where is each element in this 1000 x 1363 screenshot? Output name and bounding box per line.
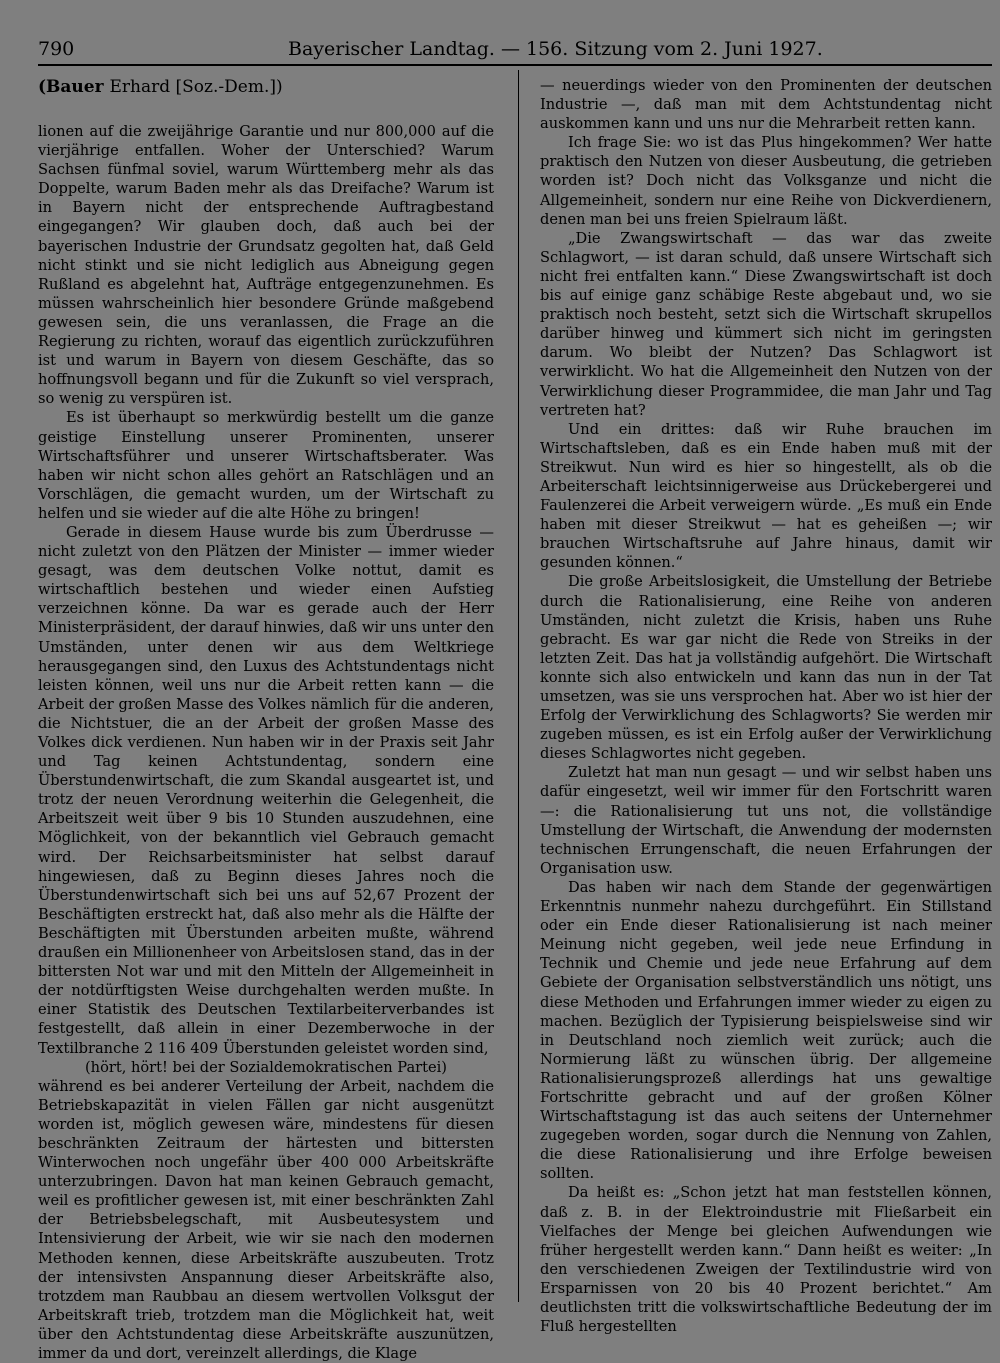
interjection: (hört, hört! bei der Sozialdemokratischen Partei) bbox=[84, 1058, 447, 1076]
left-column bbox=[38, 76, 494, 1363]
paragraph: lionen auf die zweijährige Garantie und nur 800,000 auf die vierjährige entfallen. Woher der Unterschied? Warum Sachsen fünfmal soviel, warum Württemberg mehr als das Doppelte, warum Baden mehr als das Dreifache? Warum ist in Bayern nicht der entsprechende Auftragbestand eingegangen? Wir glauben doch, daß auch bei der bayerischen Industrie der Grundsatz gegolten hat, daß Geld nicht stinkt und sie nicht lediglich aus Abneigung gegen Rußland es abgelehnt hat, Aufträge entgegenzunehmen. Es müssen wahrscheinlich hier besondere Gründe maßgebend gewesen sein, die uns veranlassen, die Frage an die Regierung zu richten, worauf das eigentlich zurückzuführen ist und warum in Bayern von diesem Geschäfte, das so hoffnungsvoll begann und für die Zukunft so viel versprach, so wenig zu verspüren ist. bbox=[38, 123, 494, 408]
right-column bbox=[540, 76, 992, 1336]
page-header bbox=[38, 32, 992, 62]
paragraph: Das haben wir nach dem Stande der gegenwärtigen Erkenntnis nunmehr nahezu durchgeführt. Ein Stillstand oder ein Ende dieser Rationalisierung ist nach meiner Meinung nicht gegeben, weil jede neue Erfindung in Technik und Chemie und jede neue Erfahrung auf dem Gebiete der Organisation selbstverständlich uns nötigt, uns diese Methoden und Erfahrungen immer wieder zu eigen zu machen. Bezüglich der Typisierung beispielsweise sind wir in Deutschland noch ziemlich weit zurück; auch die Normierung läßt zu wünschen übrig. Der allgemeine Rationalisierungsprozeß allerdings hat uns gewaltige Fortschritte gebracht und auf der großen Kölner Wirtschaftstagung ist das auch seitens der Unternehmer zugegeben worden, sogar durch die Nennung von Zahlen, die diese Rationalisierung und ihre Erfolge beweisen sollten. bbox=[540, 878, 992, 1183]
paragraph: während es bei anderer Verteilung der Arbeit, nachdem die Betriebskapazität in vielen Fällen gar nicht ausgenützt worden ist, möglich gewesen wäre, mindestens für diesen beschränkten Zeitraum der härtesten und bittersten Winterwochen noch ungefähr über 400 000 Arbeitskräfte unterzubringen. Davon hat man keinen Gebrauch gemacht, weil es profitlicher gewesen ist, mit einer beschränkten Zahl der Betriebsbelegschaft, mit Ausbeutesystem und Intensivierung der Arbeit, wie wir sie nach den modernen Methoden kennen, diese Arbeitskräfte auszubeuten. Trotz der intensivsten Anspannung dieser Arbeitskräfte also, trotzdem man Raubbau an diesem wertvollen Volksgut der Arbeitskraft trieb, trotzdem man die Möglichkeit hat, weit über den Achtstundentag diese Arbeitskräfte auszunützen, immer da und dort, vereinzelt allerdings, die Klage bbox=[38, 1077, 494, 1362]
paragraph: „Die Zwangswirtschaft — das war das zweite Schlagwort, — ist daran schuld, daß unsere Wirtschaft sich nicht frei entfalten kann.“ Diese Zwangswirtschaft ist doch bis auf einige ganz schäbige Reste abgebaut und, wo sie praktisch noch besteht, setzt sich die Wirtschaft skrupellos darüber hinweg und kümmert sich nicht im geringsten darum. Wo bleibt der Nutzen? Das Schlagwort ist verwirklicht. Wo hat die Allgemeinheit den Nutzen von der Verwirklichung dieser Programmidee, die man Jahr und Tag vertreten hat? bbox=[540, 229, 992, 419]
page-number: 790 bbox=[38, 38, 75, 60]
running-head: Bayerischer Landtag. — 156. Sitzung vom 2. Juni 1927. bbox=[288, 38, 823, 60]
paragraph: — neuerdings wieder von den Prominenten der deutschen Industrie —, daß man mit dem Achtstundentag nicht auskommen kann und uns nur die Mehrarbeit retten kann. bbox=[540, 77, 992, 133]
speaker-affiliation: Erhard [Soz.-Dem.]) bbox=[109, 77, 283, 97]
paragraph: Gerade in diesem Hause wurde bis zum Überdrusse — nicht zuletzt von den Plätzen der Minister — immer wieder gesagt, was dem deutschen Volke nottut, damit es wirtschaftlich bestehen und wieder einen Aufstieg verzeichnen könne. Da war es gerade auch der Herr Ministerpräsident, der darauf hinwies, daß wir uns unter den Umständen, unter denen wir aus dem Weltkriege herausgegangen sind, den Luxus des Achtstundentags nicht leisten können, weil uns nur die Arbeit retten kann — die Arbeit der großen Masse des Volkes nämlich für die anderen, die Nichtstuer, die an der Arbeit der großen Masse des Volkes dick verdienen. Nun haben wir in der Praxis seit Jahr und Tag keinen Achtstundentag, sondern eine Überstundenwirtschaft, die zum Skandal ausgeartet ist, und trotz der neuen Verordnung weiterhin die Gelegenheit, die Arbeitszeit weit über 9 bis 10 Stunden auszudehnen, eine Möglichkeit, von der bekanntlich viel Gebrauch gemacht wird. Der Reichsarbeitsminister hat selbst darauf hingewiesen, daß zu Beginn dieses Jahres noch die Überstundenwirtschaft sich bei uns auf 52,67 Prozent der Beschäftigten erstreckt hat, daß also mehr als die Hälfte der Beschäftigten mit Überstunden arbeiten mußte, während draußen ein Millionenheer von Arbeitslosen stand, das in der bittersten Not war und mit den Mitteln der Allgemeinheit in der notdürftigsten Weise durchgehalten werden mußte. In einer Statistik des Deutschen Textilarbeiterverbandes ist festgestellt, daß allein in einer Dezemberwoche in der Textilbranche 2 116 409 Überstunden geleistet worden sind, bbox=[38, 523, 494, 1057]
paragraph: Ich frage Sie: wo ist das Plus hingekommen? Wer hatte praktisch den Nutzen von dieser Ausbeutung, die getrieben worden ist? Doch nicht das Volksganze und nicht die Allgemeinheit, sondern nur eine Reihe von Dickverdienern, denen man bei uns freien Spielraum läßt. bbox=[540, 134, 992, 228]
speaker-name: (Bauer bbox=[38, 77, 104, 97]
paragraph: Es ist überhaupt so merkwürdig bestellt um die ganze geistige Einstellung unserer Prominenten, unserer Wirtschaftsführer und unserer Wirtschaftsberater. Was haben wir nicht schon alles gehört an Ratschlägen und an Vorschlägen, die gemacht wurden, um der Wirtschaft zu helfen und sie wieder auf die alte Höhe zu bringen! bbox=[38, 409, 494, 522]
column-divider bbox=[518, 70, 519, 1302]
paragraph: Da heißt es: „Schon jetzt hat man feststellen können, daß z. B. in der Elektroindustrie mit Fließarbeit ein Vielfaches der Menge bei gleichen Aufwendungen wie früher hergestellt werden kann.“ Dann heißt es weiter: „In den verschiedenen Zweigen der Textilindustrie wird von Ersparnissen von 20 bis 40 Prozent berichtet.“ Am deutlichsten tritt die volkswirtschaftliche Bedeutung der im Fluß hergestellten bbox=[540, 1184, 992, 1336]
header-rule bbox=[38, 64, 992, 66]
paragraph: Die große Arbeitslosigkeit, die Umstellung der Betriebe durch die Rationalisierung, eine Reihe von anderen Umständen, nicht zuletzt die Krisis, haben uns Ruhe gebracht. Es war gar nicht die Rede von Streiks in der letzten Zeit. Das hat ja vollständig aufgehört. Die Wirtschaft konnte sich also entwickeln und kann das nun in der Tat umsetzen, was sie uns versprochen hat. Aber wo ist hier der Erfolg der Verwirklichung des Schlagworts? Sie werden mir zugeben müssen, es ist ein Erfolg außer der Verwirklichung dieses Schlagwortes nicht gegeben. bbox=[540, 573, 992, 763]
speaker-line bbox=[38, 76, 494, 98]
paragraph: Und ein drittes: daß wir Ruhe brauchen im Wirtschaftsleben, daß es ein Ende haben muß mit der Streikwut. Nun wird es hier so hingestellt, als ob die Arbeiterschaft leichtsinnigerweise aus Drückebergerei und Faulenzerei die Arbeit verweigern würde. „Es muß ein Ende haben mit dieser Streikwut — hat es geheißen —; wir brauchen Wirtschaftsruhe auf Jahre hinaus, damit wir gesunden können.“ bbox=[540, 420, 992, 572]
paragraph: Zuletzt hat man nun gesagt — und wir selbst haben uns dafür eingesetzt, weil wir immer für den Fortschritt waren —: die Rationalisierung tut uns not, die vollständige Umstellung der Wirtschaft, die Anwendung der modernsten technischen Errungenschaft, die neuen Erfahrungen der Organisation usw. bbox=[540, 764, 992, 877]
